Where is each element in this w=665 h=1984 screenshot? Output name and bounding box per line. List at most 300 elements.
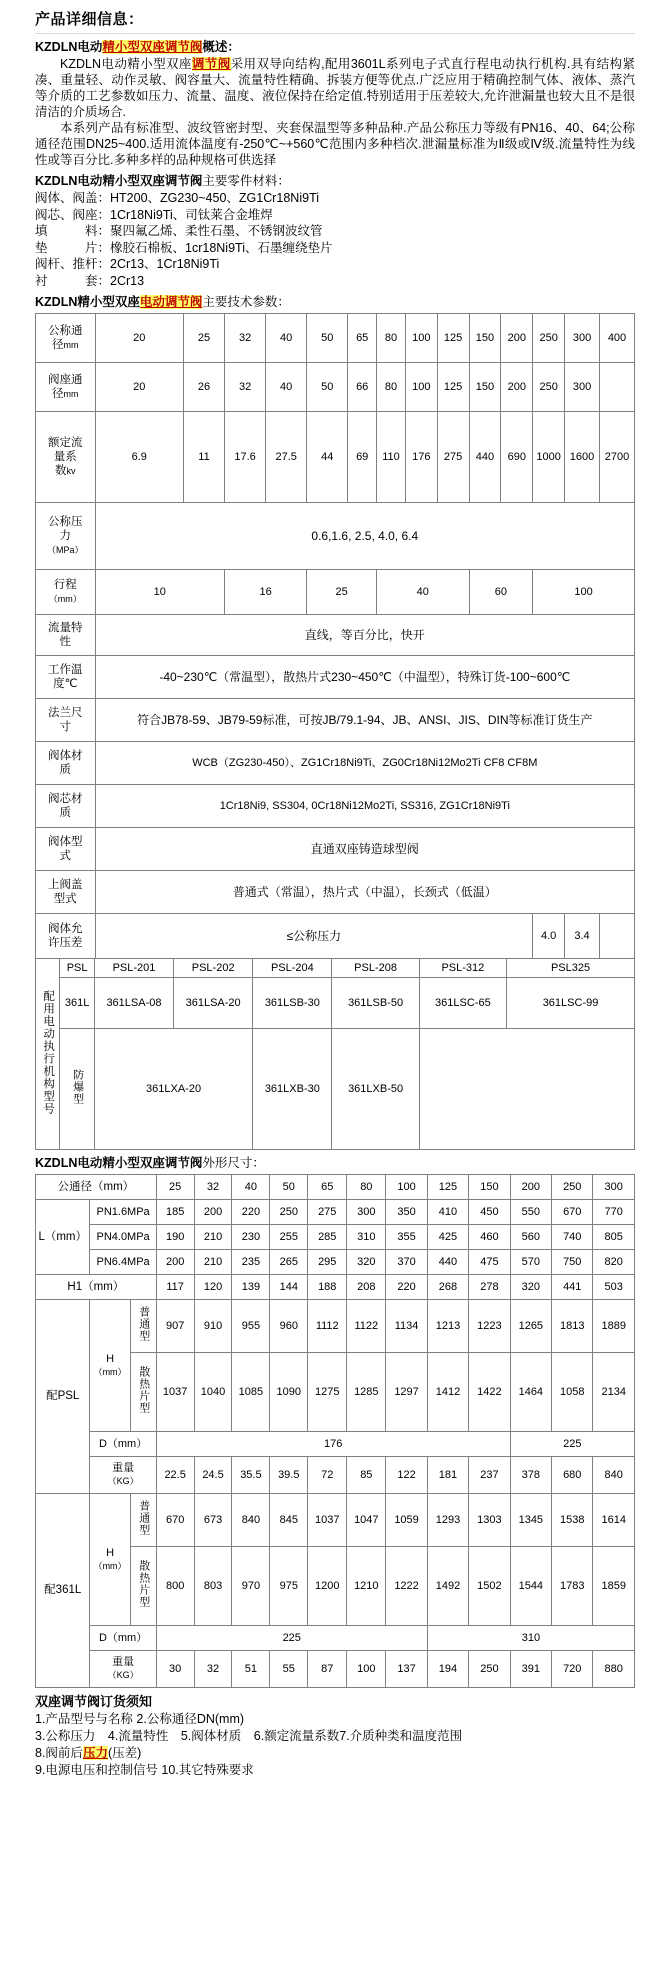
ordering-line-1: 1.产品型号与名称 2.公称通径DN(mm) <box>35 1712 245 1726</box>
label-line-2: 质 <box>59 807 72 819</box>
cell-361l-H-fin: 1859 <box>593 1547 635 1626</box>
cell-L: 250 <box>270 1200 308 1225</box>
cell-psl-model: PSL325 <box>507 959 635 978</box>
row-label-seat-diameter <box>36 363 96 412</box>
cell-L: 275 <box>308 1200 347 1225</box>
cell-361l-H-fin: 975 <box>270 1547 308 1626</box>
cell-361l-H-normal: 1614 <box>593 1494 635 1547</box>
cell-psl-H-normal: 1223 <box>469 1300 510 1353</box>
ordering-line-4: 9.电源电压和控制信号 10.其它特殊要求 <box>35 1763 254 1777</box>
specs-heading <box>35 292 635 310</box>
psl-H-label-line2: （mm） <box>93 1366 127 1377</box>
material-value: 2Cr13 <box>110 273 145 288</box>
cell-dim-dn: 100 <box>386 1175 427 1200</box>
explosion-proof-vertical-label: 防爆型 <box>71 1069 84 1105</box>
cell-psl-H-fin: 2134 <box>593 1353 635 1432</box>
cell-361l-H-fin: 1222 <box>386 1547 427 1626</box>
cell-dn: 40 <box>266 314 307 363</box>
cell-dn: 80 <box>377 314 406 363</box>
overview-p1-highlight[interactable]: 调节阀 <box>191 57 231 71</box>
row-label-psl-D: D（mm） <box>90 1432 156 1457</box>
label-line-2: （mm） <box>48 594 82 604</box>
table-row-361l-models <box>36 978 635 1029</box>
cell-kv: 440 <box>469 412 501 503</box>
table-row-nominal-pressure <box>36 503 635 570</box>
ordering-heading: 双座调节阀订货须知 <box>35 1694 153 1709</box>
cell-361l-H-fin: 1200 <box>308 1547 347 1626</box>
cell-L: 200 <box>194 1200 232 1225</box>
row-label-nominal-diameter <box>36 314 96 363</box>
cell-361l-label: 361L <box>60 978 95 1029</box>
cell-dn: 32 <box>225 314 266 363</box>
row-label-body-type <box>36 828 96 871</box>
cell-361l-weight: 194 <box>427 1651 468 1688</box>
cell-kv: 2700 <box>599 412 634 503</box>
cell-psl-H-fin-label <box>130 1353 156 1432</box>
material-line <box>35 273 635 290</box>
table-row-L-pn40 <box>36 1225 635 1250</box>
cell-psl-H-fin: 1464 <box>510 1353 551 1432</box>
cell-psl-D: 225 <box>510 1432 634 1457</box>
actuator-model-table <box>35 958 635 1150</box>
cell-L: 190 <box>156 1225 194 1250</box>
cell-psl-H-normal: 1889 <box>593 1300 635 1353</box>
cell-kv: 690 <box>501 412 533 503</box>
psl-weight-label-line1: 重量 <box>112 1462 135 1474</box>
dimensions-heading-rest: 外形尺寸： <box>202 1156 265 1170</box>
cell-L: 410 <box>427 1200 468 1225</box>
cell-seat: 200 <box>501 363 533 412</box>
label-unit: kv <box>66 466 76 476</box>
row-label-L: L（mm） <box>36 1200 90 1275</box>
row-label-flow-characteristic <box>36 615 96 656</box>
label-line-1: 阀芯材 <box>48 793 83 805</box>
cell-361l-model: 361LSA-20 <box>174 978 253 1029</box>
cell-H1: 278 <box>469 1275 510 1300</box>
materials-heading-rest: 主要零件材料： <box>202 174 290 188</box>
cell-361l-weight: 32 <box>194 1651 232 1688</box>
cell-stroke: 25 <box>307 570 377 615</box>
cell-psl-weight: 122 <box>386 1457 427 1494</box>
material-line <box>35 190 635 207</box>
cell-L: 285 <box>308 1225 347 1250</box>
overview-heading-suffix: 概述： <box>202 40 240 54</box>
overview-p1-part-b: 采用双导向结构,配用3601L系列电子式直行程电动执行机构.具有结构紧凑、重量轻、动作灵敏、阀容量大、流量特性精确、拆装方便等优点.广泛应用于精确控制气体、液体、蒸汽等介质的工艺参数如压力、流量、温度、液位保持在给定值.特别适用于压差较大,允许泄漏量也较大且不是很清洁的介质场合. <box>35 57 635 119</box>
cell-psl-weight: 680 <box>552 1457 593 1494</box>
cell-361l-H-fin: 1492 <box>427 1547 468 1626</box>
cell-H1: 268 <box>427 1275 468 1300</box>
label-line-1: 额定流 <box>48 437 83 449</box>
cell-dim-dn: 125 <box>427 1175 468 1200</box>
table-row-psl-weight <box>36 1457 635 1494</box>
table-row-L-pn16 <box>36 1200 635 1225</box>
material-value: 1Cr18Ni9Ti、司钛莱合金堆焊 <box>110 207 273 222</box>
cell-psl-weight: 85 <box>347 1457 386 1494</box>
cell-L-pressure-class: PN6.4MPa <box>90 1250 156 1275</box>
cell-dn: 100 <box>405 314 437 363</box>
cell-361l-H-fin: 1783 <box>552 1547 593 1626</box>
material-label: 衬 套： <box>35 273 111 288</box>
ordering-line-3 <box>35 1745 635 1762</box>
actuator-group-vertical-label: 配用电动执行机构型号 <box>42 989 55 1115</box>
cell-L-pressure-class: PN1.6MPa <box>90 1200 156 1225</box>
label-line-2 <box>37 387 94 401</box>
label-line-2: 力 <box>59 530 72 542</box>
row-label-psl-group: 配PSL <box>36 1300 90 1494</box>
cell-H1: 208 <box>347 1275 386 1300</box>
cell-H1: 120 <box>194 1275 232 1300</box>
cell-L: 440 <box>427 1250 468 1275</box>
material-label: 阀芯、阀座： <box>35 207 111 222</box>
row-label-361l-weight <box>90 1651 156 1688</box>
ordering-line3-b: (压差) <box>107 1746 142 1760</box>
cell-stroke: 16 <box>225 570 307 615</box>
cell-allowable-dp: ≤公称压力 <box>95 914 533 959</box>
cell-explosion-proof-label <box>60 1029 95 1150</box>
material-line <box>35 240 635 257</box>
cell-seat: 250 <box>533 363 565 412</box>
cell-L: 265 <box>270 1250 308 1275</box>
cell-ex-model: 361LXA-20 <box>94 1029 252 1150</box>
cell-L: 550 <box>510 1200 551 1225</box>
material-value: 橡胶石棉板、1cr18Ni9Ti、石墨缠绕垫片 <box>110 240 333 255</box>
cell-361l-H-fin-label <box>130 1547 156 1626</box>
cell-361l-weight: 55 <box>270 1651 308 1688</box>
cell-dim-dn: 25 <box>156 1175 194 1200</box>
cell-L-pressure-class: PN4.0MPa <box>90 1225 156 1250</box>
cell-L: 805 <box>593 1225 635 1250</box>
cell-L: 560 <box>510 1225 551 1250</box>
cell-dp-extra-2: 3.4 <box>565 914 600 959</box>
cell-psl-weight: 378 <box>510 1457 551 1494</box>
table-row-seat-diameter <box>36 363 635 412</box>
cell-psl-weight: 22.5 <box>156 1457 194 1494</box>
table-row-nominal-diameter <box>36 314 635 363</box>
cell-L: 355 <box>386 1225 427 1250</box>
cell-L: 475 <box>469 1250 510 1275</box>
label-line-1: 公称压 <box>48 516 83 528</box>
ordering-line3-a: 8.阀前后 <box>35 1746 83 1760</box>
cell-L: 820 <box>593 1250 635 1275</box>
cell-seat: 125 <box>437 363 469 412</box>
cell-psl-H-normal: 1112 <box>308 1300 347 1353</box>
cell-dim-dn: 150 <box>469 1175 510 1200</box>
material-label: 填 料： <box>35 224 111 238</box>
cell-361l-weight: 391 <box>510 1651 551 1688</box>
table-row-361l-H-normal <box>36 1494 635 1547</box>
overview-heading <box>35 37 635 55</box>
cell-361l-H-fin: 1502 <box>469 1547 510 1626</box>
psl-H-fin-vertical-label: 散热片型 <box>137 1366 150 1414</box>
cell-361l-H-normal: 1293 <box>427 1494 468 1547</box>
cell-kv: 11 <box>183 412 224 503</box>
table-row-flange-dimension <box>36 699 635 742</box>
table-row-L-pn64 <box>36 1250 635 1275</box>
cell-L: 425 <box>427 1225 468 1250</box>
specs-heading-a: KZDLN精小型双座 <box>35 295 140 309</box>
cell-361l-H-normal: 1345 <box>510 1494 551 1547</box>
cell-kv: 1000 <box>533 412 565 503</box>
cell-dn: 150 <box>469 314 501 363</box>
cell-dn: 20 <box>95 314 183 363</box>
cell-trim-material: 1Cr18Ni9, SS304, 0Cr18Ni12Mo2Ti, SS316, ZG1Cr18Ni9Ti <box>95 785 634 828</box>
cell-L: 210 <box>194 1250 232 1275</box>
cell-kv: 27.5 <box>266 412 307 503</box>
cell-flange-dimension: 符合JB78-59、JB79-59标准，可按JB/79.1-94、JB、ANSI、JIS、DIN等标准订货生产 <box>95 699 634 742</box>
cell-361l-weight: 30 <box>156 1651 194 1688</box>
psl-H-normal-vertical-label: 普通型 <box>137 1306 150 1342</box>
overview-paragraph-1 <box>35 56 635 120</box>
table-row-stroke <box>36 570 635 615</box>
l361-weight-label-line1: 重量 <box>112 1656 135 1668</box>
cell-361l-D: 225 <box>156 1626 427 1651</box>
cell-seat: 20 <box>95 363 183 412</box>
cell-H1: 220 <box>386 1275 427 1300</box>
table-row-body-type <box>36 828 635 871</box>
row-label-361l-group: 配361L <box>36 1494 90 1688</box>
cell-dn: 65 <box>348 314 377 363</box>
cell-dp-extra-1: 4.0 <box>533 914 565 959</box>
cell-psl-H-normal: 1134 <box>386 1300 427 1353</box>
material-value: 2Cr13、1Cr18Ni9Ti <box>110 257 220 271</box>
cell-psl-H-normal: 1122 <box>347 1300 386 1353</box>
cell-seat: 80 <box>377 363 406 412</box>
cell-L: 235 <box>232 1250 270 1275</box>
cell-dim-dn: 32 <box>194 1175 232 1200</box>
cell-361l-H-fin: 1210 <box>347 1547 386 1626</box>
cell-L: 750 <box>552 1250 593 1275</box>
cell-361l-weight: 250 <box>469 1651 510 1688</box>
cell-body-type: 直通双座铸造球型阀 <box>95 828 634 871</box>
cell-361l-weight: 100 <box>347 1651 386 1688</box>
table-row-flow-coefficient <box>36 412 635 503</box>
specifications-table-wrapper <box>35 313 635 959</box>
cell-dim-dn: 80 <box>347 1175 386 1200</box>
label-line-2 <box>37 338 94 352</box>
cell-psl-model: PSL-312 <box>419 959 506 978</box>
cell-psl-H-fin: 1040 <box>194 1353 232 1432</box>
cell-361l-H-normal-label <box>130 1494 156 1547</box>
cell-psl-weight: 72 <box>308 1457 347 1494</box>
cell-seat: 40 <box>266 363 307 412</box>
label-line-2: 寸 <box>59 721 72 733</box>
label-text: 数 <box>55 465 67 477</box>
cell-L: 740 <box>552 1225 593 1250</box>
material-label: 阀体、阀盖： <box>35 191 111 205</box>
cell-bonnet-type: 普通式（常温），热片式（中温），长颈式（低温） <box>95 871 634 914</box>
cell-361l-model: 361LSA-08 <box>94 978 173 1029</box>
cell-stroke: 60 <box>469 570 533 615</box>
row-label-body-material <box>36 742 96 785</box>
cell-psl-H-normal: 907 <box>156 1300 194 1353</box>
dimensions-heading <box>35 1153 635 1171</box>
ordering-line3-highlight[interactable]: 压力 <box>82 1746 108 1760</box>
table-row-allowable-differential-pressure <box>36 914 635 959</box>
table-row-dim-dn <box>36 1175 635 1200</box>
cell-361l-H-fin: 803 <box>194 1547 232 1626</box>
material-label: 阀杆、推杆： <box>35 257 111 271</box>
cell-psl-H-fin: 1090 <box>270 1353 308 1432</box>
cell-361l-D: 310 <box>427 1626 634 1651</box>
cell-361l-model: 361LSB-50 <box>332 978 419 1029</box>
cell-psl-H-normal: 910 <box>194 1300 232 1353</box>
cell-dim-dn: 300 <box>593 1175 635 1200</box>
cell-seat: 32 <box>225 363 266 412</box>
label-line-2: 型式 <box>53 893 77 905</box>
cell-psl-H-fin: 1085 <box>232 1353 270 1432</box>
label-line-1: 行程 <box>53 579 77 591</box>
row-label-flow-coefficient <box>36 412 96 503</box>
row-label-nominal-pressure <box>36 503 96 570</box>
cell-kv: 176 <box>405 412 437 503</box>
cell-dn: 250 <box>533 314 565 363</box>
l361-H-fin-vertical-label: 散热片型 <box>137 1560 150 1608</box>
cell-kv: 110 <box>377 412 406 503</box>
cell-kv: 6.9 <box>95 412 183 503</box>
label-line-1: 上阀盖 <box>48 879 83 891</box>
cell-dim-dn: 200 <box>510 1175 551 1200</box>
cell-361l-model: 361LSB-30 <box>253 978 332 1029</box>
table-row-psl-D <box>36 1432 635 1457</box>
label-line-2: 式 <box>59 850 72 862</box>
cell-seat <box>599 363 634 412</box>
table-row-H1 <box>36 1275 635 1300</box>
cell-361l-H-normal: 1538 <box>552 1494 593 1547</box>
material-value: 聚四氟乙烯、柔性石墨、不锈钢波纹管 <box>110 224 323 238</box>
cell-361l-H-fin: 800 <box>156 1547 194 1626</box>
materials-heading <box>35 171 635 189</box>
table-row-psl-models <box>36 959 635 978</box>
cell-L: 350 <box>386 1200 427 1225</box>
overview-p1-part-a: KZDLN电动精小型双座 <box>60 57 192 71</box>
cell-361l-weight: 137 <box>386 1651 427 1688</box>
cell-361l-weight: 87 <box>308 1651 347 1688</box>
row-label-trim-material <box>36 785 96 828</box>
label-line-2: 量系 <box>53 451 77 463</box>
cell-L: 450 <box>469 1200 510 1225</box>
cell-L: 230 <box>232 1225 270 1250</box>
material-value: HT200、ZG230~450、ZG1Cr18Ni9Ti <box>110 191 320 205</box>
table-row-body-material <box>36 742 635 785</box>
cell-seat: 26 <box>183 363 224 412</box>
cell-dn: 25 <box>183 314 224 363</box>
cell-361l-H-normal: 673 <box>194 1494 232 1547</box>
l361-weight-label-line2: （KG） <box>107 1670 139 1680</box>
l361-H-label-line2: （mm） <box>93 1560 127 1571</box>
cell-kv: 17.6 <box>225 412 266 503</box>
cell-H1: 139 <box>232 1275 270 1300</box>
table-row-explosion-proof-models <box>36 1029 635 1150</box>
cell-L: 570 <box>510 1250 551 1275</box>
table-row-trim-material <box>36 785 635 828</box>
cell-361l-H-normal: 1047 <box>347 1494 386 1547</box>
cell-stroke: 10 <box>95 570 224 615</box>
title-divider <box>35 33 635 34</box>
row-label-dim-dn: 公通径（mm） <box>36 1175 157 1200</box>
cell-361l-H-normal: 840 <box>232 1494 270 1547</box>
label-line-2: 度℃ <box>53 678 78 690</box>
dimensions-heading-bold: KZDLN电动精小型双座调节阀 <box>35 1156 203 1170</box>
cell-L: 310 <box>347 1225 386 1250</box>
cell-psl-weight: 35.5 <box>232 1457 270 1494</box>
table-row-flow-characteristic <box>36 615 635 656</box>
cell-361l-H-normal: 670 <box>156 1494 194 1547</box>
cell-361l-weight: 51 <box>232 1651 270 1688</box>
cell-L: 370 <box>386 1250 427 1275</box>
cell-dn: 50 <box>307 314 348 363</box>
cell-psl-H-fin: 1058 <box>552 1353 593 1432</box>
label-text: 径 <box>52 388 64 400</box>
row-label-flange-dimension <box>36 699 96 742</box>
row-label-allowable-dp <box>36 914 96 959</box>
label-line-1: 工作温 <box>48 664 83 676</box>
row-label-stroke <box>36 570 96 615</box>
cell-dim-dn: 40 <box>232 1175 270 1200</box>
cell-seat: 50 <box>307 363 348 412</box>
cell-H1: 117 <box>156 1275 194 1300</box>
cell-kv: 275 <box>437 412 469 503</box>
cell-L: 300 <box>347 1200 386 1225</box>
label-line-1: 法兰尺 <box>48 707 83 719</box>
cell-psl-H-normal: 1213 <box>427 1300 468 1353</box>
label-unit: mm <box>63 389 79 399</box>
cell-psl-H-normal: 955 <box>232 1300 270 1353</box>
specs-heading-highlight[interactable]: 电动调节阀 <box>139 295 203 309</box>
cell-psl-H-fin: 1285 <box>347 1353 386 1432</box>
cell-psl-H-fin: 1297 <box>386 1353 427 1432</box>
dimension-table-wrapper <box>35 1174 635 1688</box>
row-label-working-temperature <box>36 656 96 699</box>
label-line-2: 许压差 <box>48 937 83 949</box>
cell-361l-H-normal: 1303 <box>469 1494 510 1547</box>
cell-psl-weight: 39.5 <box>270 1457 308 1494</box>
cell-361l-model: 361LSC-99 <box>507 978 635 1029</box>
psl-H-label-line1: H <box>106 1352 115 1365</box>
overview-heading-highlight[interactable]: 精小型双座调节阀 <box>102 40 203 54</box>
page-title: 产品详细信息： <box>35 11 144 28</box>
cell-dn: 200 <box>501 314 533 363</box>
cell-361l-H-fin: 1544 <box>510 1547 551 1626</box>
row-label-psl-weight <box>90 1457 156 1494</box>
cell-L: 770 <box>593 1200 635 1225</box>
psl-weight-label-line2: （KG） <box>107 1476 139 1486</box>
cell-dn: 300 <box>565 314 600 363</box>
cell-psl-weight: 181 <box>427 1457 468 1494</box>
cell-psl-model: PSL-202 <box>174 959 253 978</box>
cell-psl-model: PSL-201 <box>94 959 173 978</box>
cell-361l-H-normal: 845 <box>270 1494 308 1547</box>
cell-psl-H-fin: 1412 <box>427 1353 468 1432</box>
cell-psl-H-normal-label <box>130 1300 156 1353</box>
specifications-table <box>35 313 635 959</box>
cell-361l-H-normal: 1059 <box>386 1494 427 1547</box>
table-row-working-temperature <box>36 656 635 699</box>
cell-ex-model <box>419 1029 634 1150</box>
cell-H1: 320 <box>510 1275 551 1300</box>
cell-L: 670 <box>552 1200 593 1225</box>
cell-kv: 44 <box>307 412 348 503</box>
cell-H1: 144 <box>270 1275 308 1300</box>
label-line-1: 阀座通 <box>48 374 83 386</box>
cell-L: 295 <box>308 1250 347 1275</box>
cell-seat: 150 <box>469 363 501 412</box>
cell-nominal-pressure: 0.6,1.6, 2.5, 4.0, 6.4 <box>95 503 634 570</box>
material-line <box>35 256 635 273</box>
row-label-361l-H <box>90 1494 130 1626</box>
cell-L: 185 <box>156 1200 194 1225</box>
cell-psl-H-fin: 1037 <box>156 1353 194 1432</box>
cell-dim-dn: 250 <box>552 1175 593 1200</box>
